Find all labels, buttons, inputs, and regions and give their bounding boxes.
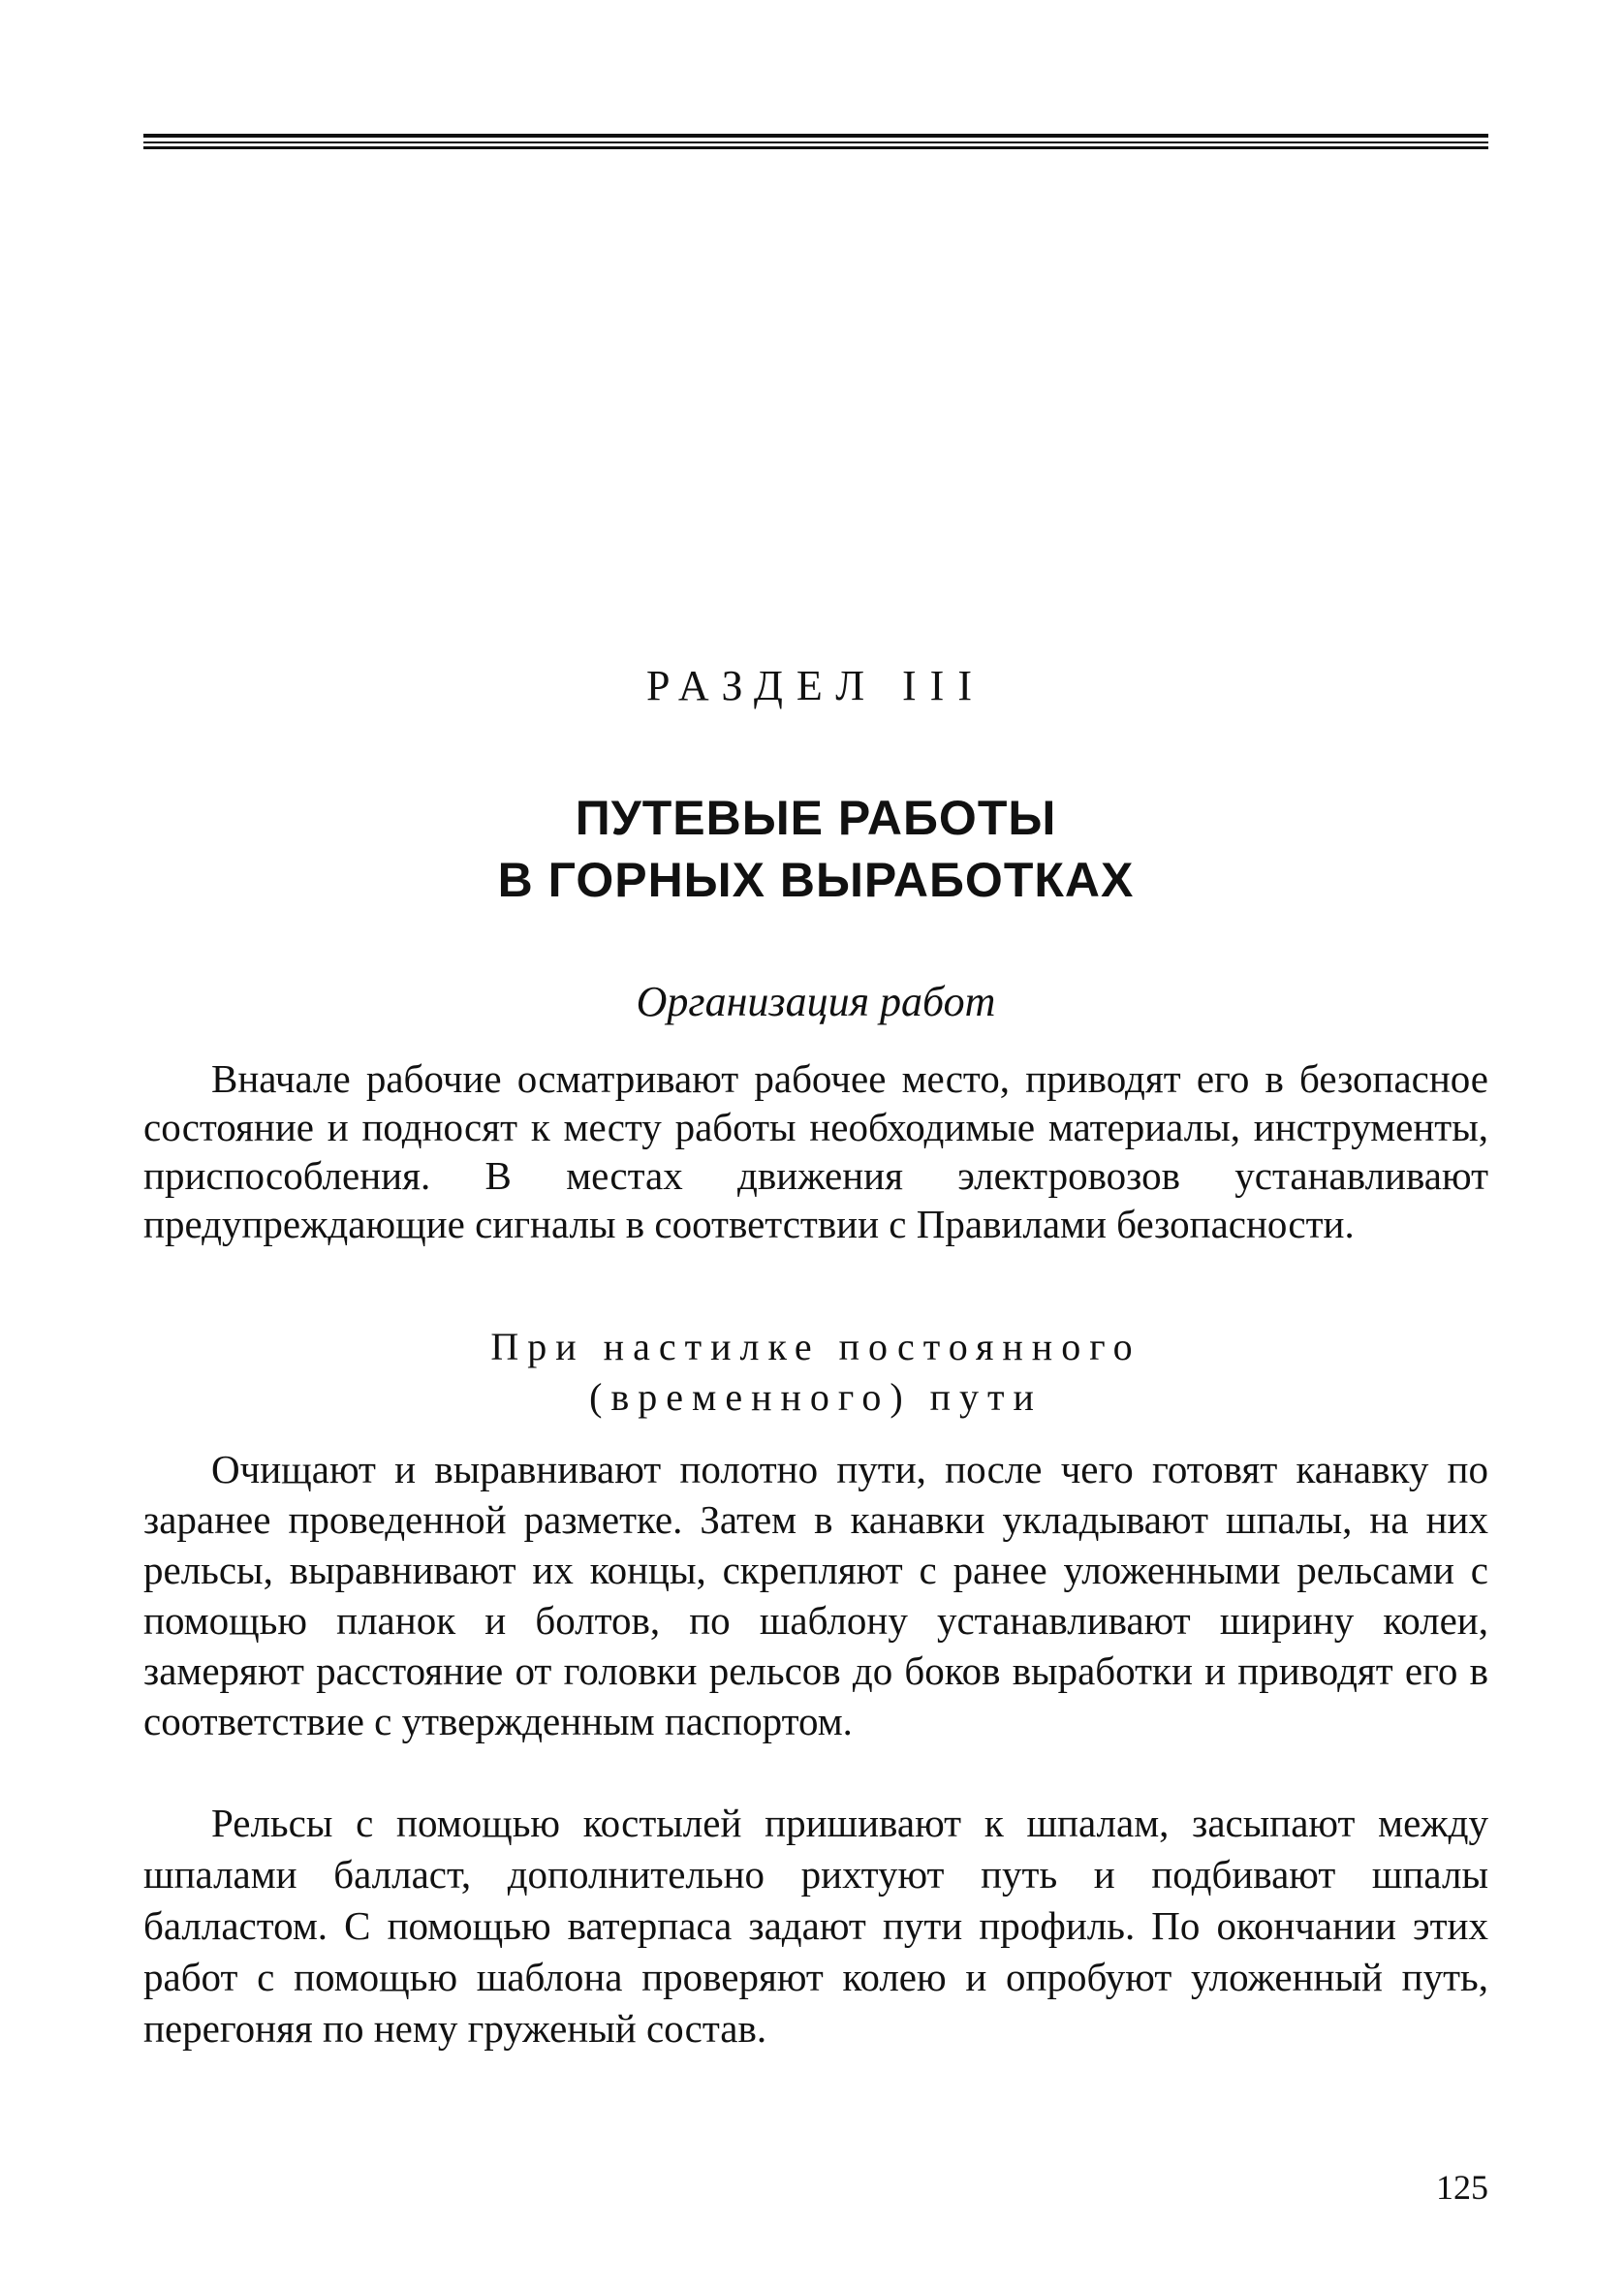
page-number: 125 — [1436, 2168, 1488, 2207]
subsection-heading-line1: При настилке постоянного — [490, 1325, 1141, 1368]
header-rule-bottom — [143, 146, 1488, 149]
header-rule-thick — [143, 134, 1488, 138]
header-rule — [143, 134, 1488, 149]
paragraph-track-laying-2 — [143, 1798, 1488, 2055]
section-label: РАЗДЕЛ III — [646, 662, 985, 709]
paragraph-organization-text: Вначале рабочие осматривают рабочее место, приводят его в безопасное состояние и подносят к месту работы необходимые материалы, инструменты, приспособления. В местах движения электровозов устанавливают предупреждающие сигналы в соответствии с Правилами безопасности. — [143, 1056, 1488, 1246]
paragraph-track-laying-2-text: Рельсы с помощью костылей пришивают к шпалам, засыпают между шпалами балласт, дополнительно рихтуют путь и подбивают шпалы балластом. С помощью ватерпаса задают пути профиль. По окончании этих работ с помощью шаблона проверяют колею и опробуют уложенный путь, перегоняя по нему груженый состав. — [143, 1801, 1488, 2051]
header-rule-thin — [143, 141, 1488, 143]
paragraph-track-laying-1 — [143, 1444, 1488, 1746]
paragraph-organization — [143, 1054, 1488, 1248]
subsection-heading-track-laying — [143, 1322, 1488, 1423]
section-title — [143, 787, 1488, 911]
section-title-line1: ПУТЕВЫЕ РАБОТЫ — [575, 791, 1057, 845]
subsection-heading-line2: (временного) пути — [589, 1375, 1043, 1419]
paragraph-track-laying-1-text: Очищают и выравнивают полотно пути, после чего готовят канавку по заранее проведенной разметке. Затем в канавки укладывают шпалы, на них рельсы, выравнивают их концы, скрепляют с ранее уложенными рельсами с помощью планок и болтов, по шаблону устанавливают ширину колеи, замеряют расстояние от головки рельсов до боков выработки и приводят его в соответствие с утвержденным паспортом. — [143, 1447, 1488, 1743]
section-title-line2: В ГОРНЫХ ВЫРАБОТКАХ — [497, 853, 1135, 907]
subsection-heading-organization: Организация работ — [636, 978, 996, 1025]
